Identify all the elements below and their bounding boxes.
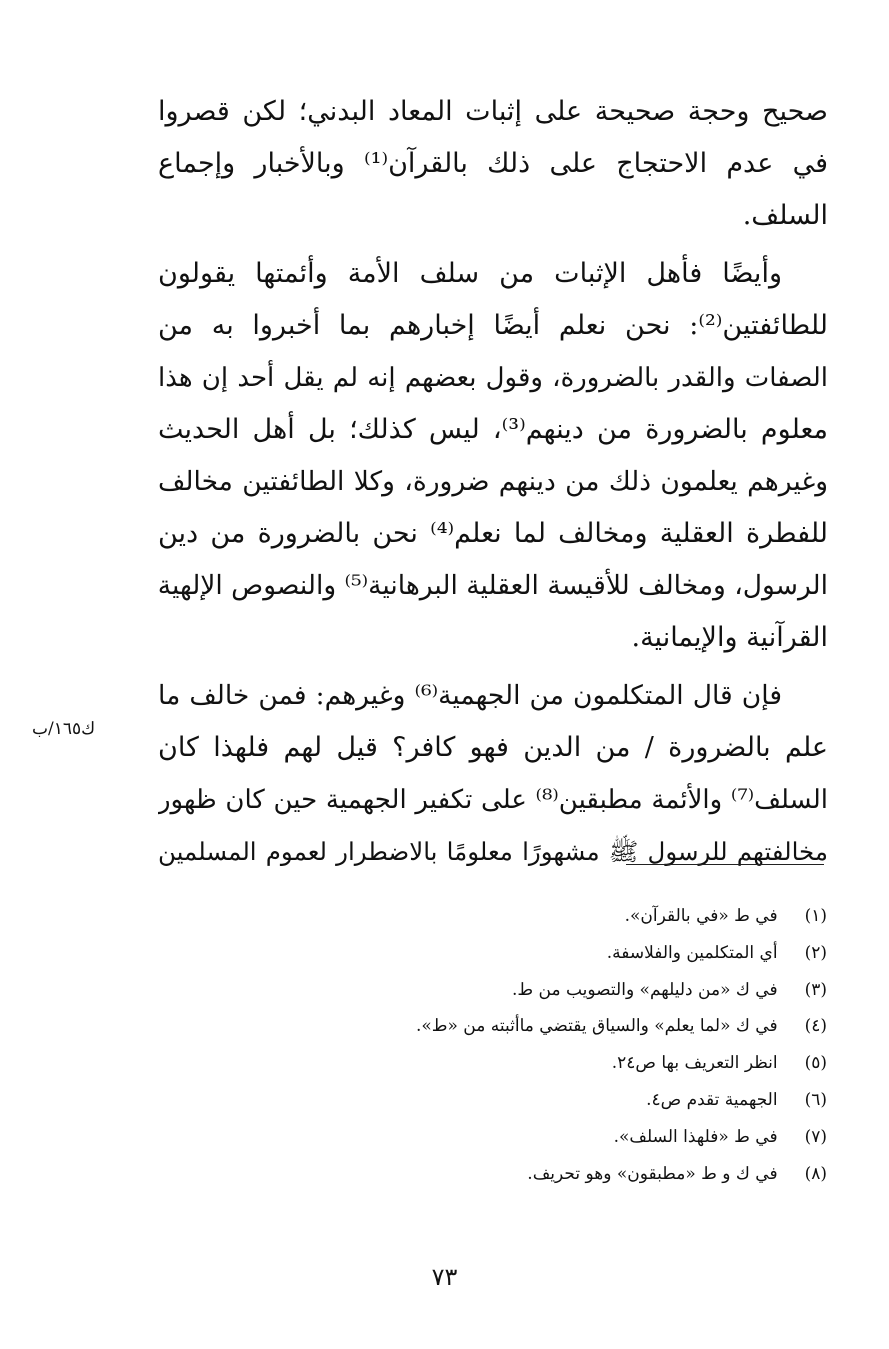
text-line: السلف. bbox=[742, 200, 828, 231]
footnote-text: في ك و ط «مطبقون» وهو تحريف. bbox=[527, 1163, 778, 1184]
paragraph-1 bbox=[158, 86, 828, 242]
footnote-number: (٤) bbox=[804, 1016, 827, 1037]
footnote-separator bbox=[626, 864, 824, 865]
footnote-number: (٨) bbox=[804, 1163, 827, 1184]
text-line: الرسول، ومخالف للأقيسة العقلية البرهانية⁽⁵⁾ والنصوص الإلهية bbox=[158, 570, 828, 601]
page-number: ٧٣ bbox=[431, 1263, 458, 1291]
footnote-item bbox=[267, 1082, 827, 1119]
footnote-text: في ط «في بالقرآن». bbox=[624, 906, 778, 926]
footnote-item bbox=[267, 1045, 827, 1082]
text-line: علم بالضرورة / من الدين فهو كافر؟ قيل لهم فلهذا كان bbox=[158, 732, 828, 763]
footnote-item bbox=[267, 1156, 827, 1193]
text-line: في عدم الاحتجاج على ذلك بالقرآن⁽¹⁾ وبالأخبار وإجماع bbox=[158, 148, 828, 179]
footnote-text: في ك «لما يعلم» والسياق يقتضي ماأثبته من «ط». bbox=[415, 1016, 778, 1037]
footnote-text: في ط «فلهذا السلف». bbox=[613, 1126, 778, 1147]
footnote-number: (٢) bbox=[804, 942, 827, 963]
footnote-number: (٧) bbox=[804, 1126, 827, 1147]
footnote-number: (٦) bbox=[804, 1089, 827, 1110]
footnotes bbox=[267, 898, 827, 1192]
footnote-item bbox=[267, 1119, 827, 1156]
text-line: السلف⁽⁷⁾ والأئمة مطبقين⁽⁸⁾ على تكفير الجهمية حين كان ظهور bbox=[158, 785, 828, 815]
text-line: القرآنية والإيمانية. bbox=[631, 622, 828, 653]
text-line: معلوم بالضرورة من دينهم⁽³⁾، ليس كذلك؛ بل أهل الحديث bbox=[158, 414, 828, 445]
footnote-number: (٣) bbox=[804, 979, 827, 1000]
footnote-text: الجهمية تقدم ص٤. bbox=[646, 1089, 778, 1110]
text-line: الصفات والقدر بالضرورة، وقول بعضهم إنه لم يقل أحد إن هذا bbox=[158, 363, 828, 393]
footnote-item bbox=[267, 972, 827, 1009]
footnote-item bbox=[267, 935, 827, 972]
paragraph-3 bbox=[158, 670, 828, 878]
main-text bbox=[158, 86, 828, 878]
footnote-text: أي المتكلمين والفلاسفة. bbox=[606, 942, 778, 963]
manuscript-folio-note: ك١٦٥/ب bbox=[32, 719, 96, 739]
text-line: وغيرهم يعلمون ذلك من دينهم ضرورة، وكلا الطائفتين مخالف bbox=[158, 466, 828, 497]
footnote-number: (١) bbox=[804, 906, 827, 926]
footnote-item bbox=[267, 1008, 827, 1045]
text-line: للفطرة العقلية ومخالف لما نعلم⁽⁴⁾ نحن بالضرورة من دين bbox=[158, 518, 828, 549]
text-line: فإن قال المتكلمون من الجهمية⁽⁶⁾ وغيرهم: فمن خالف ما bbox=[158, 680, 782, 711]
footnote-text: في ك «من دليلهم» والتصويب من ط. bbox=[511, 979, 778, 1000]
text-line: وأيضًا فأهل الإثبات من سلف الأمة وأئمتها يقولون bbox=[158, 258, 782, 289]
text-line: للطائفتين⁽²⁾: نحن نعلم أيضًا إخبارهم بما أخبروا به من bbox=[158, 310, 828, 341]
footnote-text: انظر التعريف بها ص٢٤. bbox=[611, 1053, 778, 1074]
footnote-number: (٥) bbox=[804, 1053, 827, 1074]
text-line: مخالفتهم للرسول ﷺ مشهورًا معلومًا بالاضطرار لعموم المسلمين bbox=[158, 837, 828, 866]
footnote-item bbox=[267, 898, 827, 935]
text-line: صحيح وحجة صحيحة على إثبات المعاد البدني؛ لكن قصروا bbox=[158, 96, 828, 127]
paragraph-2 bbox=[158, 248, 828, 664]
